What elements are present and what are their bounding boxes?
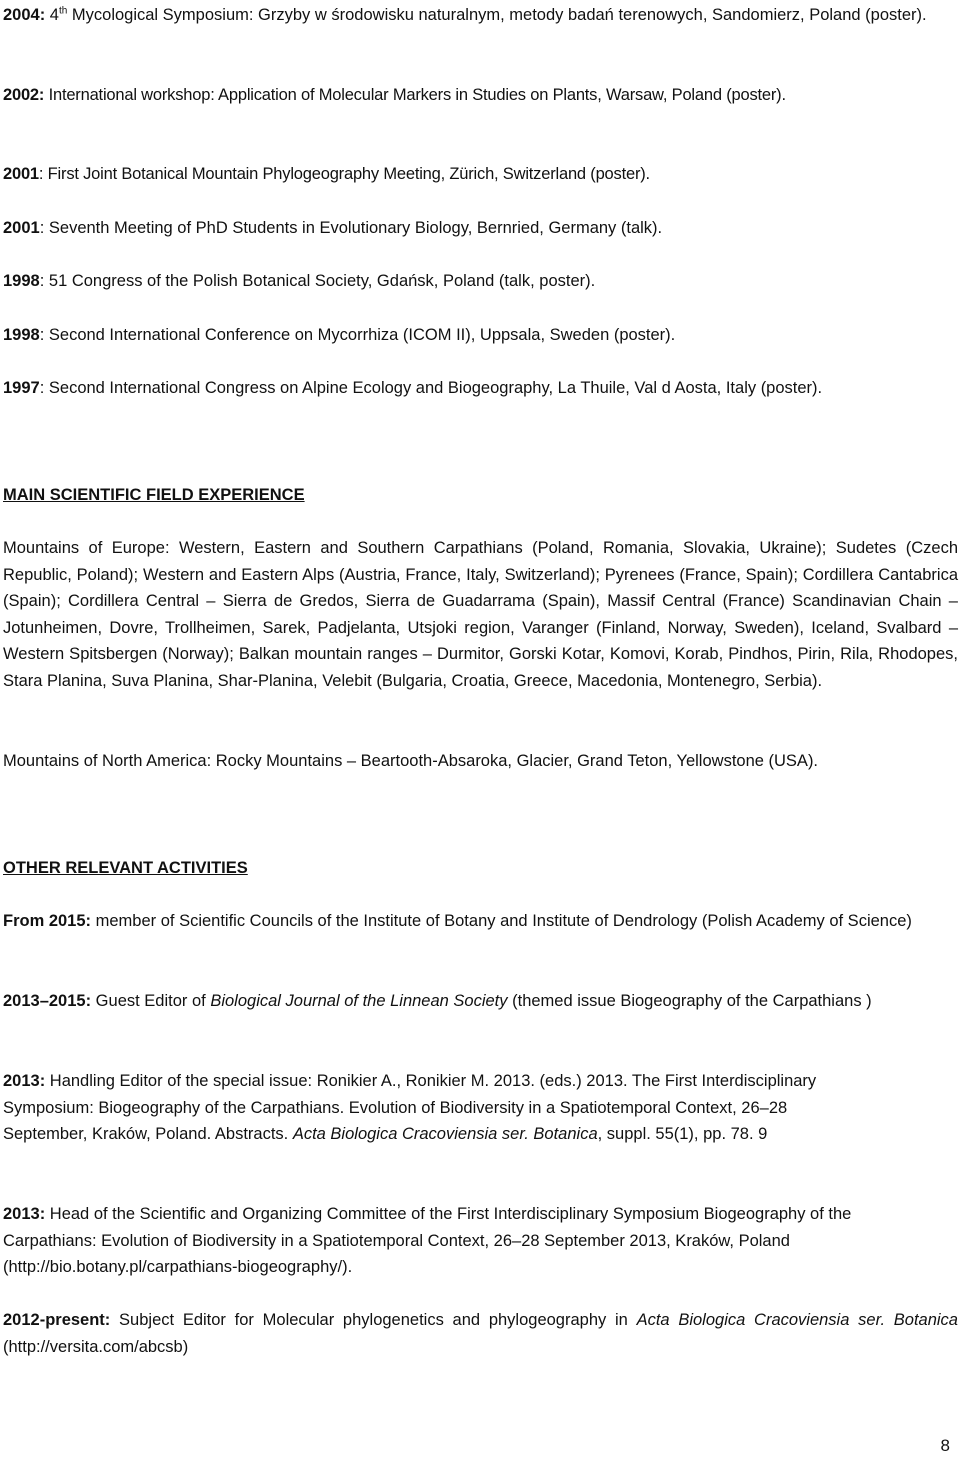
activity-entry-2015 (3, 908, 958, 935)
entry-lead: 2013: (3, 1072, 46, 1090)
entry-text: Guest Editor of (91, 992, 211, 1010)
page-number: 8 (940, 1436, 950, 1455)
entry-text: Handling Editor of the special issue: Ronikier A., Ronikier M. 2013. (eds.) 2013. The First Interdisciplinary Symposium: Biogeography of the Carpathians. Evolution of Biodiversity in a Spatiotemporal Context, 26–28 September, Kraków, Poland. Abstracts. (3, 1072, 817, 1143)
entry-text: International workshop: Application of Molecular Markers in Studies on Plants, Warsaw, Poland (poster). (44, 86, 786, 104)
activity-entry-2013-2015 (3, 988, 883, 1015)
activity-entry-2013-head-committee (3, 1201, 863, 1281)
journal-title: Biological Journal of the Linnean Society (210, 992, 508, 1010)
entry-text: (themed issue Biogeography of the Carpathians ) (507, 992, 872, 1010)
entry-lead: 2013: (3, 1205, 46, 1223)
conference-entry-1998a (3, 268, 958, 295)
entry-text: Subject Editor for Molecular phylogenetics and phylogeography in (110, 1311, 637, 1329)
conference-entry-1997 (3, 375, 958, 402)
conference-entry-2001b (3, 215, 958, 242)
conference-entry-2002 (3, 82, 958, 109)
entry-lead: 2013–2015: (3, 992, 92, 1010)
entry-text: : Second International Congress on Alpine Ecology and Biogeography, La Thuile, Val d Aosta, Italy (poster). (39, 379, 823, 397)
field-america-paragraph: Mountains of North America: Rocky Mountains – Beartooth-Absaroka, Glacier, Grand Teton, Yellowstone (USA). (3, 752, 819, 770)
entry-text: : First Joint Botanical Mountain Phylogeography Meeting, Zürich, Switzerland (poster). (38, 165, 650, 183)
entry-text: : Second International Conference on Mycorrhiza (ICOM II), Uppsala, Sweden (poster). (39, 326, 676, 344)
entry-text: , suppl. 55(1), pp. 78. 9 (597, 1125, 768, 1143)
conference-entry-2004 (3, 2, 958, 29)
entry-year: 2002: (3, 86, 45, 104)
entry-text: 4 (45, 6, 59, 24)
entry-text: : Seventh Meeting of PhD Students in Evolutionary Biology, Bernried, Germany (talk). (39, 219, 663, 237)
entry-lead: From 2015: (3, 912, 92, 930)
entry-year: 2001 (3, 219, 40, 237)
ordinal-suffix: th (58, 5, 68, 17)
activity-entry-2013-handling-editor (3, 1068, 853, 1148)
entry-year: 1997 (3, 379, 40, 397)
entry-year: 2004: (3, 6, 46, 24)
entry-text: Head of the Scientific and Organizing Committee of the First Interdisciplinary Symposium Biogeography of the Carpathians: Evolution of Biodiversity in a Spatiotemporal Context, 26–28 September 2013, Kraków, Poland (http://bio.botany.pl/carpathians-biogeography/). (3, 1205, 852, 1276)
entry-text: : 51 Congress of the Polish Botanical Society, Gdańsk, Poland (talk, poster). (39, 272, 596, 290)
journal-title: Acta Biologica Cracoviensia ser. Botanica (292, 1125, 598, 1143)
conference-entry-1998b (3, 322, 958, 349)
entry-text: (http://versita.com/abcsb) (3, 1337, 189, 1356)
conference-entry-2001a (3, 161, 958, 188)
entry-year: 1998 (3, 326, 40, 344)
entry-text: member of Scientific Councils of the Institute of Botany and Institute of Dendrology (Polish Academy of Science) (91, 912, 912, 930)
journal-title: Acta Biologica Cracoviensia ser. Botanica (636, 1311, 958, 1329)
entry-text: Mycological Symposium: Grzyby w środowisku naturalnym, metody badań terenowych, Sandomierz, Poland (poster). (67, 6, 927, 24)
entry-lead: 2012-present: (3, 1311, 111, 1329)
activity-entry-2012-present (3, 1307, 958, 1360)
section-heading-other-activities: OTHER RELEVANT ACTIVITIES (3, 859, 248, 877)
entry-year: 2001 (3, 165, 39, 183)
section-heading-field-experience: MAIN SCIENTIFIC FIELD EXPERIENCE (3, 486, 305, 504)
entry-year: 1998 (3, 272, 40, 290)
field-europe-paragraph: Mountains of Europe: Western, Eastern and Southern Carpathians (Poland, Romania, Slovakia, Ukraine); Sudetes (Czech Republic, Poland); Western and Eastern Alps (Austria, France, Italy, Switzerland); Pyrenees (France, Spain); Cordillera Cantabrica (Spain); Cordillera Central – Sierra de Gredos, Sierra de Guadarrama (Spain), Massif Central (France) Scandinavian Chain – Jotunheimen, Dovre, Trollheimen, Sarek, Padjelanta, Utsjoki region, Varanger (Finland, Norway, Sweden), Iceland, Svalbard – Western Spitsbergen (Norway); Balkan mountain ranges – Durmitor, Gorski Kotar, Komovi, Korab, Pindhos, Pirin, Rila, Rhodopes, Stara Planina, Suva Planina, Shar-Planina, Velebit (Bulgaria, Croatia, Greece, Macedonia, Montenegro, Serbia). (3, 539, 958, 690)
